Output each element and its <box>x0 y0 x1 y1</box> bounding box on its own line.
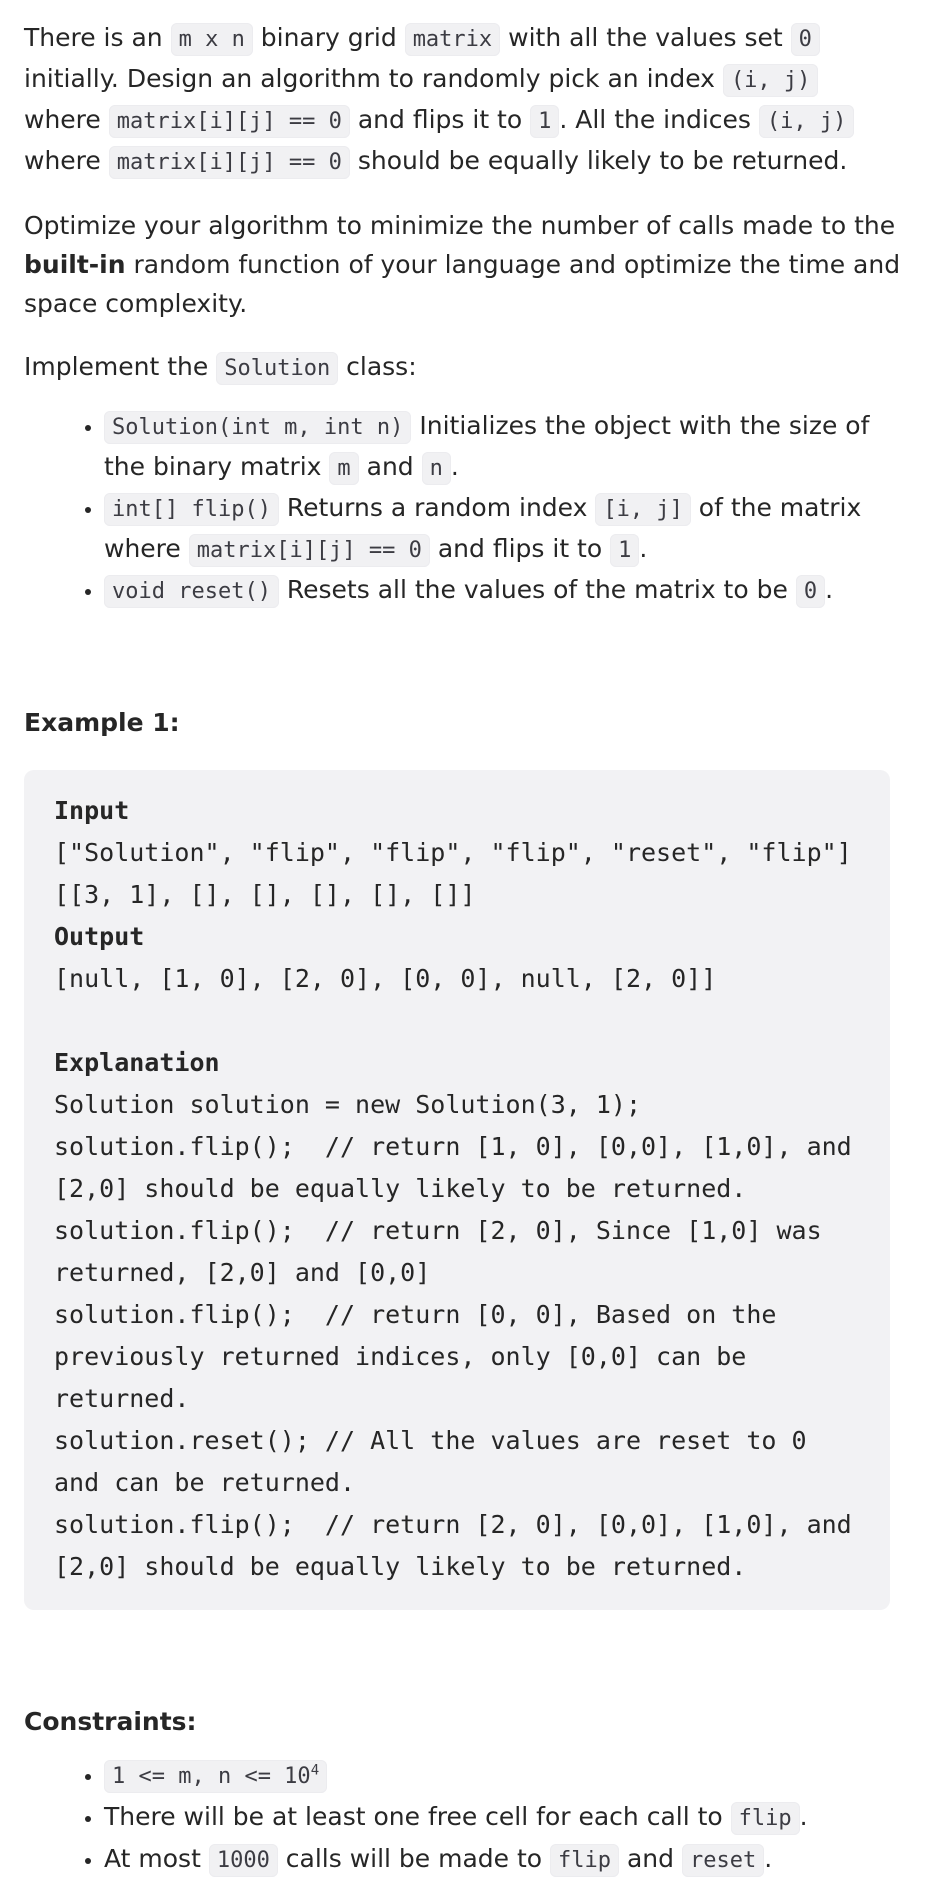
list-item <box>104 1797 902 1839</box>
constraints-list <box>24 1755 902 1881</box>
list-item <box>104 488 902 570</box>
list-item <box>104 406 902 488</box>
superscript: 4 <box>310 1762 320 1779</box>
inline-code <box>104 1760 327 1793</box>
inline-code: matrix[i][j] == 0 <box>189 534 430 567</box>
inline-code: m x n <box>171 23 253 56</box>
explanation-label: Explanation <box>54 1048 220 1077</box>
inline-code: reset <box>682 1844 764 1877</box>
list-item <box>104 1755 902 1797</box>
item-text: Initializes the object with the size of the binary matrix <box>104 411 870 481</box>
item-text: Returns a random index <box>278 493 596 522</box>
inline-code: [i, j] <box>595 493 690 526</box>
item-text: calls will be made to <box>277 1844 551 1873</box>
item-text: of the matrix where <box>104 493 862 563</box>
intro-text: and flips it to <box>349 105 531 134</box>
item-text: . <box>825 575 834 604</box>
item-text: and <box>358 452 422 481</box>
list-item <box>104 570 902 611</box>
implement-paragraph <box>24 347 902 388</box>
intro-text: There is an <box>24 23 171 52</box>
inline-code: flip <box>550 1844 619 1877</box>
example-title: Example 1: <box>24 708 180 737</box>
intro-text: where <box>24 146 109 175</box>
inline-code: (i, j) <box>759 105 854 138</box>
inline-code: matrix[i][j] == 0 <box>109 105 350 138</box>
optimize-paragraph <box>24 206 902 323</box>
item-text: . <box>639 534 648 563</box>
intro-text: binary grid <box>252 23 405 52</box>
input-line-1: ["Solution", "flip", "flip", "flip", "reset", "flip"] <box>54 838 852 867</box>
inline-code: void reset() <box>104 575 279 608</box>
inline-code: flip <box>731 1802 800 1835</box>
inline-code: matrix[i][j] == 0 <box>109 146 350 179</box>
input-label: Input <box>54 796 130 825</box>
example-block <box>24 770 890 1610</box>
inline-code: 1000 <box>209 1844 278 1877</box>
inline-code: Solution(int m, int n) <box>104 411 411 444</box>
methods-list <box>24 406 902 611</box>
inline-code: Solution <box>216 352 338 385</box>
inline-code: int[] flip() <box>104 493 279 526</box>
optimize-text: random function of your language and optimize the time and space complexity. <box>24 250 901 318</box>
implement-text: Implement the <box>24 352 217 381</box>
item-text: . <box>450 452 459 481</box>
inline-code: 1 <box>610 534 639 567</box>
item-text: and flips it to <box>429 534 611 563</box>
intro-paragraph <box>24 18 902 182</box>
inline-code: m <box>329 452 358 485</box>
item-text: . <box>764 1844 773 1873</box>
inline-code: (i, j) <box>723 64 818 97</box>
item-text: and <box>619 1844 682 1873</box>
intro-text: . All the indices <box>559 105 759 134</box>
inline-code: matrix <box>405 23 500 56</box>
bold-text: built-in <box>24 250 126 279</box>
intro-text: should be equally likely to be returned. <box>349 146 848 175</box>
implement-text: class: <box>338 352 417 381</box>
output-line: [null, [1, 0], [2, 0], [0, 0], null, [2, 0]] <box>54 964 717 993</box>
inline-code: 1 <box>530 105 559 138</box>
explanation-text: Solution solution = new Solution(3, 1); solution.flip(); // return [1, 0], [0,0], [1,0], and [2,0] should be equally likely to be returned. solution.flip(); // return [2, 0], Since [1,0] was returned, [2,0] and [0,0] solution.flip(); // return [0, 0], Based on the previously returned indices, only [0,0] can be returned. solution.reset(); // All the values are reset to 0 and can be returned. solution.flip(); // return [2, 0], [0,0], [1,0], and [2,0] should be equally likely to be returned. <box>54 1090 852 1581</box>
output-label: Output <box>54 922 145 951</box>
inline-code: 0 <box>791 23 820 56</box>
item-text: At most <box>104 1844 209 1873</box>
optimize-text: Optimize your algorithm to minimize the number of calls made to the <box>24 211 896 240</box>
item-text: . <box>799 1802 808 1831</box>
constraints-title: Constraints: <box>24 1707 197 1736</box>
intro-text: initially. Design an algorithm to randomly pick an index <box>24 64 723 93</box>
intro-text: where <box>24 105 109 134</box>
item-text: Resets all the values of the matrix to be <box>278 575 796 604</box>
item-text: There will be at least one free cell for each call to <box>104 1802 731 1831</box>
inline-code: n <box>422 452 451 485</box>
input-line-2: [[3, 1], [], [], [], [], []] <box>54 880 476 909</box>
list-item <box>104 1839 902 1881</box>
constraint-code: 1 <= m, n <= 10 <box>112 1764 311 1789</box>
intro-text: with all the values set <box>500 23 791 52</box>
inline-code: 0 <box>796 575 825 608</box>
